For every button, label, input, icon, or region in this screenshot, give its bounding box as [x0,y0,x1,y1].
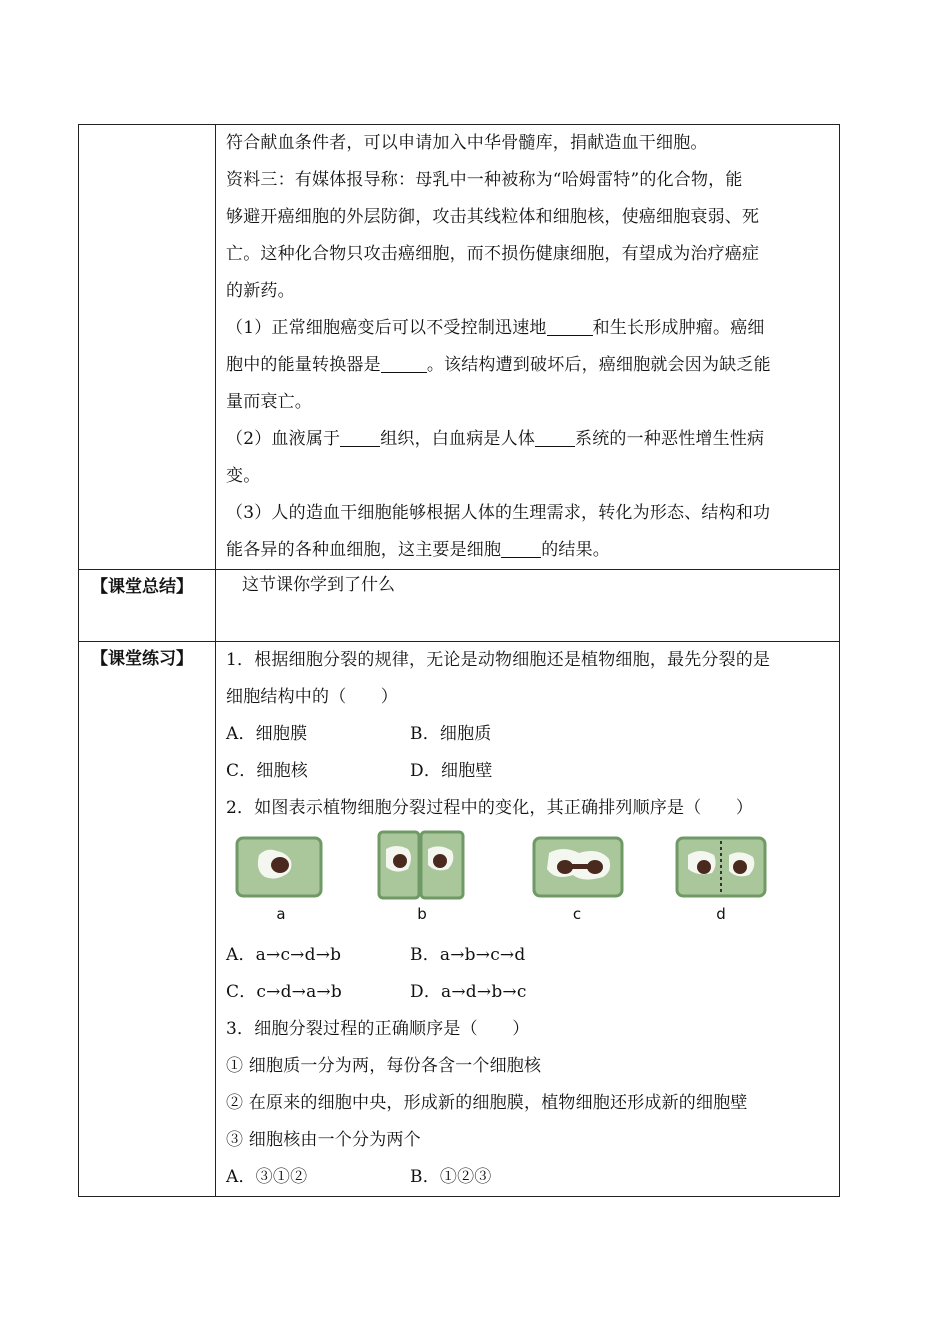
cell-figure-d [674,833,770,903]
text-line: 符合献血条件者，可以申请加入中华骨髓库，捐献造血干细胞。 [226,133,708,153]
text-line: 亡。这种化合物只攻击癌细胞，而不损伤健康细胞，有望成为治疗癌症 [226,244,760,264]
answer-blank[interactable] [501,538,541,558]
option-c[interactable]: C．细胞核 [226,761,309,781]
question-3-line: （3）人的造血干细胞能够根据人体的生理需求，转化为形态、结构和功 [226,503,771,523]
option-a[interactable]: A．③①② [226,1167,308,1187]
cell-figure-a [234,833,326,903]
answer-blank[interactable] [547,316,593,336]
text-line: 够避开癌细胞的外层防御，攻击其线粒体和细胞核，使癌细胞衰弱、死 [226,207,760,227]
summary-label-cell [79,570,216,642]
row-summary [79,570,840,642]
p2-options [226,974,827,1011]
p3-statement: ① 细胞质一分为两，每份各含一个细胞核 [226,1056,542,1076]
option-d[interactable]: D．a→d→b→c [410,982,527,1002]
worksheet-table [78,124,840,1197]
p1-stem: 细胞结构中的（ ） [226,687,398,707]
option-b[interactable]: B．①②③ [410,1167,492,1187]
question-1-line: 量而衰亡。 [226,392,312,412]
option-d[interactable]: D．细胞壁 [410,761,493,781]
row-materials [79,125,840,570]
practice-label: 【课堂练习】 [91,649,193,669]
option-a[interactable]: A．a→c→d→b [226,945,342,965]
summary-cell [216,570,840,642]
practice-cell [216,642,840,1197]
answer-blank[interactable] [535,427,575,447]
option-b[interactable]: B．细胞质 [410,724,492,744]
answer-blank[interactable] [381,353,427,373]
cell-figure-b [376,827,468,903]
materials-cell [216,125,840,570]
p1-stem: 1．根据细胞分裂的规律，无论是动物细胞还是植物细胞，最先分裂的是 [226,650,771,670]
text-line: 的新药。 [226,281,295,301]
question-1-line: （1）正常细胞癌变后可以不受控制迅速地 和生长形成肿瘤。癌细 [226,318,765,338]
question-3-line: 能各异的各种血细胞，这主要是细胞 的结果。 [226,540,611,560]
p1-options [226,753,827,790]
summary-text: 这节课你学到了什么 [242,575,395,595]
p3-stem: 3．细胞分裂过程的正确顺序是（ ） [226,1019,530,1039]
answer-blank[interactable] [340,427,380,447]
row-practice [79,642,840,1197]
p2-options [226,937,827,974]
practice-label-cell [79,642,216,1197]
p1-options [226,716,827,753]
label-cell-empty [79,125,216,570]
cell-figure-c [531,833,627,903]
text-line: 资料三：有媒体报导称：母乳中一种被称为“哈姆雷特”的化合物，能 [226,170,743,190]
figure-label-c: c [572,905,582,923]
option-b[interactable]: B．a→b→c→d [410,945,526,965]
question-2-line: 变。 [226,466,261,486]
p2-stem: 2．如图表示植物细胞分裂过程中的变化，其正确排列顺序是（ ） [226,798,754,818]
p3-statement: ③ 细胞核由一个分为两个 [226,1130,421,1150]
figure-label-a: a [276,905,286,923]
figure-label-d: d [716,905,726,923]
summary-label: 【课堂总结】 [91,577,193,597]
figure-label-b: b [417,905,427,923]
question-2-line: （2）血液属于 组织，白血病是人体 系统的一种恶性增生性病 [226,429,765,449]
p3-options [226,1159,827,1196]
cell-division-figure [226,827,827,937]
question-1-line: 胞中的能量转换器是 。该结构遭到破坏后，癌细胞就会因为缺乏能 [226,355,771,375]
option-c[interactable]: C．c→d→a→b [226,982,342,1002]
p3-statement: ② 在原来的细胞中央，形成新的细胞膜，植物细胞还形成新的细胞壁 [226,1093,748,1113]
option-a[interactable]: A．细胞膜 [226,724,308,744]
